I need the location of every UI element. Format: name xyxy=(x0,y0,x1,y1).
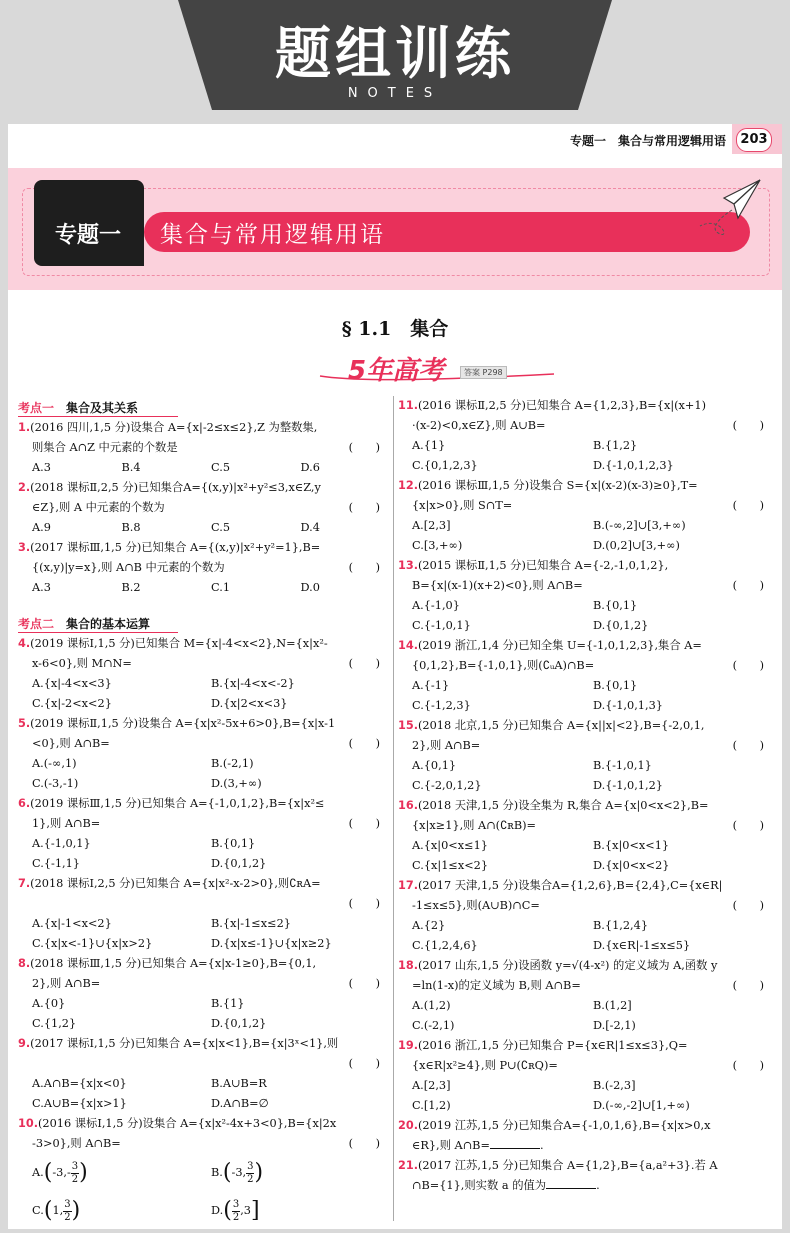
question-18 xyxy=(398,956,774,1036)
banner-title: 题组训练 xyxy=(275,22,515,87)
question-number: 15. xyxy=(398,719,419,732)
answer-paren: ( ) xyxy=(732,499,764,512)
option-c: C.{x|1≤x<2} xyxy=(412,859,489,872)
answer-blank[interactable] xyxy=(490,1136,540,1149)
kaodian-underline xyxy=(18,416,178,417)
question-text: (2019 课标Ⅱ,1,5 分)设集合 A={x|x²-5x+6>0},B={x|x-1 xyxy=(30,717,336,730)
question-text: (2018 课标Ⅱ,2,5 分)已知集合A={(x,y)|x²+y²≤3,x∈Z,y xyxy=(30,481,321,494)
kaodian-title: 集合的基本运算 xyxy=(66,617,151,631)
answer-blank[interactable] xyxy=(546,1176,596,1189)
question-text-cont: {x|x≥1},则 A∩(∁ʀB)= xyxy=(412,819,537,832)
fraction-numerator: 3 xyxy=(247,1160,254,1172)
option-c: C.[3,+∞) xyxy=(412,539,463,552)
question-text: (2015 课标Ⅱ,1,5 分)已知集合 A={-2,-1,0,1,2}, xyxy=(418,559,669,572)
answer-ref: 答案 P298 xyxy=(460,366,507,379)
question-text-cont: -3>0},则 A∩B= xyxy=(32,1137,121,1150)
question-15 xyxy=(398,716,774,796)
question-text-cont: {x∈R|x²≥4},则 P∪(∁ʀQ)= xyxy=(412,1059,558,1072)
option-d: D.{x∈R|-1≤x≤5} xyxy=(593,939,691,952)
kaodian-tag: 考点二 xyxy=(18,617,55,631)
option-d: D.0 xyxy=(300,581,320,594)
topic-title: 集合与常用逻辑用语 xyxy=(160,222,385,248)
option-b: B.{1,2,4} xyxy=(593,919,649,932)
option-c: C.{x|x<-1}∪{x|x>2} xyxy=(32,937,153,950)
kaodian-tag: 考点一 xyxy=(18,401,55,415)
fraction-numerator: 3 xyxy=(232,1198,240,1210)
option-a: A.3 xyxy=(32,581,51,594)
question-number: 7. xyxy=(18,877,31,890)
option-label: B. xyxy=(211,1166,223,1179)
option-a: A.{2} xyxy=(412,919,446,932)
option-a: A.[2,3] xyxy=(412,1079,451,1092)
option-c: C.{x|-2<x<2} xyxy=(32,697,112,710)
option-a: A.{1} xyxy=(412,439,446,452)
option-a: A.9 xyxy=(32,521,51,534)
fraction-numerator: 3 xyxy=(64,1198,71,1210)
question-text: (2016 课标Ⅲ,1,5 分)设集合 S={x|(x-2)(x-3)≥0},T= xyxy=(418,479,698,492)
option-label: A. xyxy=(32,1166,44,1179)
option-text: ,3 xyxy=(240,1204,251,1217)
question-text-cont: 1},则 A∩B= xyxy=(32,817,101,830)
question-text: (2016 课标Ⅰ,1,5 分)设集合 A={x|x²-4x+3<0},B={x|2x xyxy=(38,1117,337,1130)
question-number: 2. xyxy=(18,481,31,494)
question-2 xyxy=(18,478,390,538)
option-d: D.6 xyxy=(300,461,320,474)
option-d: D.{0,1,2} xyxy=(211,1017,267,1030)
question-5 xyxy=(18,714,390,794)
option-a: A.(-3,- $\frac{3}{2}$ ) xyxy=(32,1160,88,1185)
question-number: 16. xyxy=(398,799,419,812)
column-divider xyxy=(393,396,394,1221)
topic-label: 专题一 xyxy=(54,223,121,248)
question-number: 6. xyxy=(18,797,31,810)
question-text: (2019 课标Ⅲ,1,5 分)已知集合 A={-1,0,1,2},B={x|x²≤ xyxy=(30,797,325,810)
question-number: 11. xyxy=(398,399,419,412)
option-d: D.{-1,0,1,2} xyxy=(593,779,663,792)
option-a: A.{-1,0} xyxy=(412,599,460,612)
option-c: C.{-1,0,1} xyxy=(412,619,471,632)
option-a: A.{-1} xyxy=(412,679,450,692)
option-text: -3, xyxy=(231,1166,247,1179)
answer-paren: ( ) xyxy=(732,579,764,592)
question-text: (2019 浙江,1,4 分)已知全集 U={-1,0,1,2,3},集合 A= xyxy=(418,639,702,652)
option-b: B.(-2,3] xyxy=(593,1079,636,1092)
option-b: B.4 xyxy=(121,461,141,474)
question-text-cont: 则集合 A∩Z 中元素的个数是 xyxy=(32,441,178,454)
option-c: C.5 xyxy=(211,521,231,534)
option-a: A.[2,3] xyxy=(412,519,451,532)
option-b: B.{1} xyxy=(211,997,245,1010)
option-label: D. xyxy=(211,1204,224,1217)
answer-paren: ( ) xyxy=(348,817,380,830)
answer-paren: ( ) xyxy=(348,1137,380,1150)
option-b: B.(1,2] xyxy=(593,999,632,1012)
kaodian-underline xyxy=(18,632,178,633)
option-b: B.{x|-1≤x≤2} xyxy=(211,917,291,930)
question-text-cont: {0,1,2},B={-1,0,1},则(∁ᵤA)∩B= xyxy=(412,659,595,672)
question-text: (2017 天津,1,5 分)设集合A={1,2,6},B={2,4},C={x∈R| xyxy=(418,879,723,892)
option-d: D.(0,2]∪[3,+∞) xyxy=(593,539,680,552)
paper-plane-icon xyxy=(680,176,770,246)
question-17 xyxy=(398,876,774,956)
option-b: B.A∪B=R xyxy=(211,1077,267,1090)
header-chapter: 专题一 集合与常用逻辑用语 xyxy=(569,134,726,148)
option-c: C.{-2,0,1,2} xyxy=(412,779,482,792)
section-title: § 1.1 集合 xyxy=(341,318,449,340)
fraction-denominator: 2 xyxy=(247,1173,254,1185)
option-c: C.(1, $\frac{3}{2}$ ) xyxy=(32,1198,81,1223)
answer-paren: ( ) xyxy=(732,1059,764,1072)
question-10 xyxy=(18,1114,390,1230)
option-d: D.{x|x≤-1}∪{x|x≥2} xyxy=(211,937,332,950)
kaodian-1 xyxy=(18,398,390,418)
option-c: C.{-1,2,3} xyxy=(412,699,471,712)
option-b: B.(-2,1) xyxy=(211,757,254,770)
question-number: 10. xyxy=(18,1117,39,1130)
question-number: 3. xyxy=(18,541,31,554)
answer-paren: ( ) xyxy=(348,1057,380,1070)
question-11 xyxy=(398,396,774,476)
option-c: C.A∪B={x|x>1} xyxy=(32,1097,127,1110)
question-tail: . xyxy=(596,1179,600,1192)
option-d: D.(-∞,-2]∪[1,+∞) xyxy=(593,1099,690,1112)
option-b: B.2 xyxy=(121,581,141,594)
question-number: 20. xyxy=(398,1119,419,1132)
question-number: 8. xyxy=(18,957,31,970)
question-text-cont: ∈R},则 A∩B= xyxy=(412,1139,490,1152)
question-number: 21. xyxy=(398,1159,419,1172)
question-text-cont: ∩B={1},则实数 a 的值为 xyxy=(412,1179,547,1192)
option-c: C.(-3,-1) xyxy=(32,777,79,790)
option-d: D.( $\frac{3}{2}$ ,3] xyxy=(211,1198,260,1223)
question-number: 5. xyxy=(18,717,31,730)
question-text: (2017 江苏,1,5 分)已知集合 A={1,2},B={a,a²+3}.若 A xyxy=(418,1159,718,1172)
option-d: D.[-2,1) xyxy=(593,1019,636,1032)
question-text-cont: 2},则 A∩B= xyxy=(412,739,481,752)
option-b: B.8 xyxy=(121,521,141,534)
question-tail: . xyxy=(539,1139,544,1152)
question-12 xyxy=(398,476,774,556)
option-a: A.{x|0<x≤1} xyxy=(412,839,488,852)
option-b: B.{0,1} xyxy=(593,599,638,612)
question-text: (2017 课标Ⅰ,1,5 分)已知集合 A={x|x<1},B={x|3ˣ<1},则 xyxy=(30,1037,339,1050)
option-b: B.{x|-4<x<-2} xyxy=(211,677,295,690)
right-column xyxy=(398,396,774,1196)
question-text-cont: {(x,y)|y=x},则 A∩B 中元素的个数为 xyxy=(32,561,225,574)
option-c: C.{1,2,4,6} xyxy=(412,939,478,952)
answer-paren: ( ) xyxy=(348,501,380,514)
question-8 xyxy=(18,954,390,1034)
answer-paren: ( ) xyxy=(348,897,380,910)
option-text: 1, xyxy=(52,1204,64,1217)
option-d: D.{-1,0,1,2,3} xyxy=(593,459,674,472)
question-19 xyxy=(398,1036,774,1116)
option-c: C.1 xyxy=(211,581,231,594)
question-number: 19. xyxy=(398,1039,419,1052)
question-16 xyxy=(398,796,774,876)
option-d: D.A∩B=∅ xyxy=(211,1097,269,1110)
option-c: C.{-1,1} xyxy=(32,857,80,870)
banner-subtitle: NOTES xyxy=(347,86,443,101)
option-text: -3,- xyxy=(52,1166,71,1179)
question-number: 17. xyxy=(398,879,419,892)
option-c: C.{1,2} xyxy=(32,1017,77,1030)
option-c: C.5 xyxy=(211,461,231,474)
option-a: A.(1,2) xyxy=(412,999,451,1012)
question-text-cont: x-6<0},则 M∩N= xyxy=(32,657,132,670)
option-b: B.{0,1} xyxy=(593,679,638,692)
question-text-cont: B={x|(x-1)(x+2)<0},则 A∩B= xyxy=(412,579,583,592)
question-text: (2019 江苏,1,5 分)已知集合A={-1,0,1,6},B={x|x>0,x xyxy=(418,1119,711,1132)
kaodian-title: 集合及其关系 xyxy=(66,401,139,415)
option-a: A.A∩B={x|x<0} xyxy=(32,1077,127,1090)
question-text: (2017 课标Ⅲ,1,5 分)已知集合 A={(x,y)|x²+y²=1},B= xyxy=(30,541,321,554)
question-text: (2019 课标Ⅰ,1,5 分)已知集合 M={x|-4<x<2},N={x|x²- xyxy=(30,637,328,650)
answer-paren: ( ) xyxy=(348,561,380,574)
question-20 xyxy=(398,1116,774,1156)
question-text-cont: 2},则 A∩B= xyxy=(32,977,101,990)
question-text-cont: <0},则 A∩B= xyxy=(32,737,110,750)
question-21 xyxy=(398,1156,774,1196)
option-a: A.{x|-4<x<3} xyxy=(32,677,112,690)
answer-paren: ( ) xyxy=(732,899,764,912)
option-b: B.{0,1} xyxy=(211,837,256,850)
answer-paren: ( ) xyxy=(732,419,764,432)
question-number: 13. xyxy=(398,559,419,572)
option-c: C.{0,1,2,3} xyxy=(412,459,478,472)
question-9 xyxy=(18,1034,390,1114)
question-14 xyxy=(398,636,774,716)
question-7 xyxy=(18,874,390,954)
question-number: 1. xyxy=(18,421,31,434)
page-number: 203 xyxy=(736,128,772,152)
fraction-denominator: 2 xyxy=(232,1211,240,1223)
option-a: A.(-∞,1) xyxy=(32,757,77,770)
question-3 xyxy=(18,538,390,598)
option-b: B.{1,2} xyxy=(593,439,638,452)
option-a: A.{0} xyxy=(32,997,66,1010)
answer-paren: ( ) xyxy=(348,441,380,454)
logo-text: 5年高考 xyxy=(348,356,445,386)
answer-paren: ( ) xyxy=(348,737,380,750)
question-6 xyxy=(18,794,390,874)
question-1 xyxy=(18,418,390,478)
answer-paren: ( ) xyxy=(732,659,764,672)
option-a: A.3 xyxy=(32,461,51,474)
option-b: B.(-3, $\frac{3}{2}$ ) xyxy=(211,1160,264,1185)
question-text: (2016 四川,1,5 分)设集合 A={x|-2≤x≤2},Z 为整数集, xyxy=(30,421,318,434)
answer-paren: ( ) xyxy=(732,739,764,752)
option-b: B.(-∞,2]∪[3,+∞) xyxy=(593,519,686,532)
option-a: A.{-1,0,1} xyxy=(32,837,91,850)
left-column xyxy=(18,396,390,1230)
option-d: D.4 xyxy=(300,521,320,534)
question-text: (2018 课标Ⅲ,1,5 分)已知集合 A={x|x-1≥0},B={0,1, xyxy=(30,957,317,970)
five-year-logo xyxy=(318,354,558,386)
option-c: C.[1,2) xyxy=(412,1099,451,1112)
option-a: A.{x|-1<x<2} xyxy=(32,917,112,930)
answer-paren: ( ) xyxy=(348,977,380,990)
fraction-numerator: 3 xyxy=(71,1160,79,1172)
question-text-cont: =ln(1-x)的定义域为 B,则 A∩B= xyxy=(412,979,581,992)
option-b: B.{x|0<x<1} xyxy=(593,839,670,852)
question-number: 4. xyxy=(18,637,31,650)
page xyxy=(8,124,782,1229)
option-d: D.{-1,0,1,3} xyxy=(593,699,663,712)
question-text-cont: ·(x-2)<0,x∈Z},则 A∪B= xyxy=(412,419,546,432)
question-text: (2018 天津,1,5 分)设全集为 R,集合 A={x|0<x<2},B= xyxy=(418,799,709,812)
option-d: D.{0,1,2} xyxy=(593,619,649,632)
answer-paren: ( ) xyxy=(732,979,764,992)
answer-paren: ( ) xyxy=(348,657,380,670)
question-number: 18. xyxy=(398,959,419,972)
question-text: (2018 课标Ⅰ,2,5 分)已知集合 A={x|x²-x-2>0},则∁ʀA= xyxy=(30,877,321,890)
question-text-cont: -1≤x≤5},则(A∪B)∩C= xyxy=(412,899,540,912)
question-13 xyxy=(398,556,774,636)
fraction-denominator: 2 xyxy=(71,1173,79,1185)
question-text: (2016 课标Ⅱ,2,5 分)已知集合 A={1,2,3},B={x|(x+1) xyxy=(418,399,706,412)
question-4 xyxy=(18,634,390,714)
option-d: D.{x|2<x<3} xyxy=(211,697,288,710)
kaodian-2 xyxy=(18,614,390,634)
option-a: A.{0,1} xyxy=(412,759,457,772)
option-b: B.{-1,0,1} xyxy=(593,759,652,772)
option-c: C.(-2,1) xyxy=(412,1019,455,1032)
option-label: C. xyxy=(32,1204,44,1217)
question-text: (2016 浙江,1,5 分)已知集合 P={x∈R|1≤x≤3},Q= xyxy=(418,1039,688,1052)
option-d: D.{0,1,2} xyxy=(211,857,267,870)
option-d: D.(3,+∞) xyxy=(211,777,262,790)
fraction-denominator: 2 xyxy=(64,1211,71,1223)
question-number: 9. xyxy=(18,1037,31,1050)
question-text: (2018 北京,1,5 分)已知集合 A={x||x|<2},B={-2,0,1, xyxy=(418,719,705,732)
question-number: 14. xyxy=(398,639,419,652)
question-text: (2017 山东,1,5 分)设函数 y=√(4-x²) 的定义域为 A,函数 y xyxy=(418,959,718,972)
question-number: 12. xyxy=(398,479,419,492)
question-text-cont: {x|x>0},则 S∩T= xyxy=(412,499,513,512)
question-text-cont: ∈Z},则 A 中元素的个数为 xyxy=(32,501,165,514)
answer-paren: ( ) xyxy=(732,819,764,832)
option-d: D.{x|0<x<2} xyxy=(593,859,670,872)
